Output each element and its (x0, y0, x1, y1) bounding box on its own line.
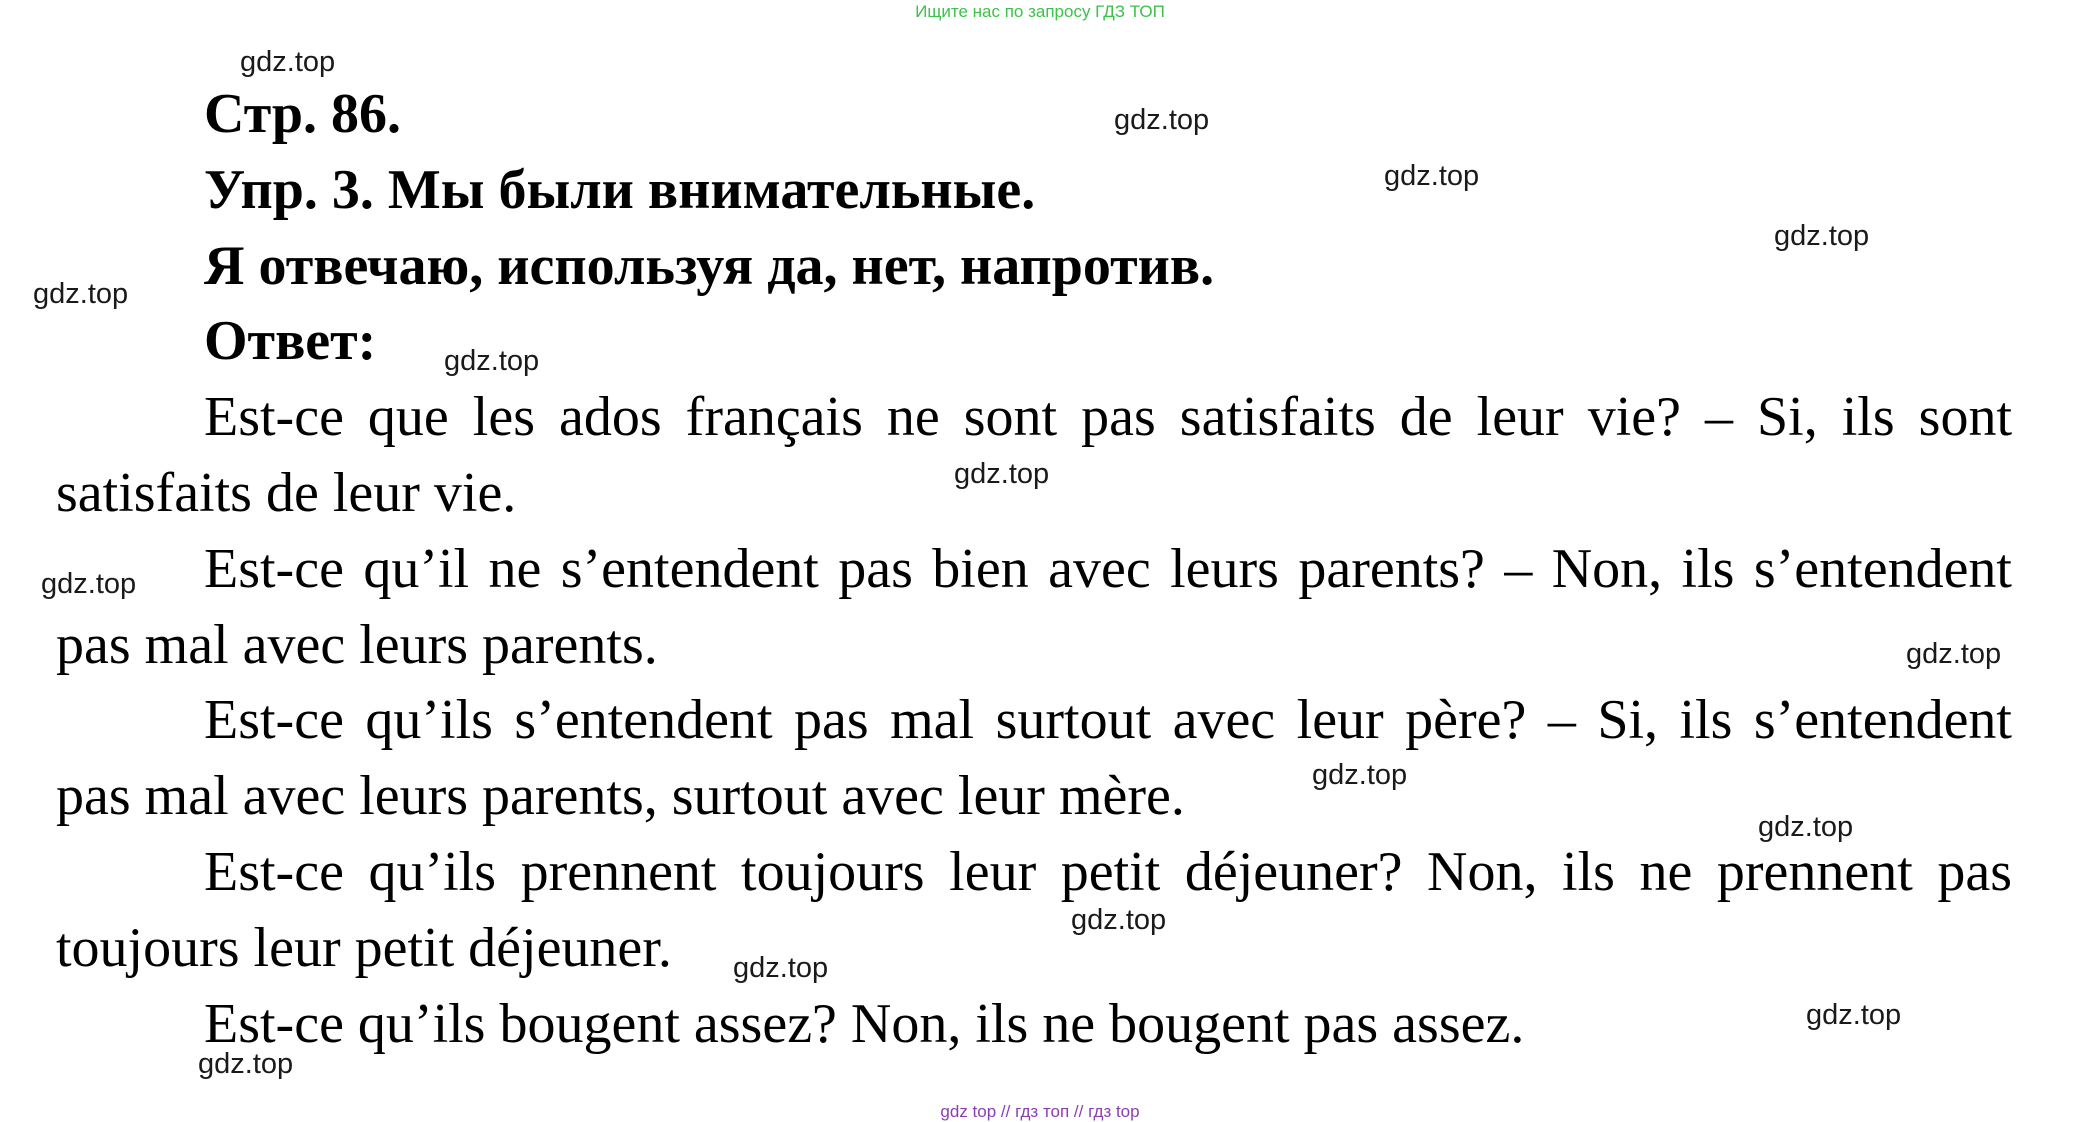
answer-2-line-2: pas mal avec leurs parents. (56, 614, 658, 676)
footer-links: gdz top // гдз топ // гдз top (940, 1102, 1140, 1121)
watermark: gdz.top (1806, 999, 1902, 1031)
answer-1-line-1: Est-ce que les ados français ne sont pas satisfaits de leur vie? – Si, ils sont (204, 386, 2012, 448)
answer-label: Ответ: (204, 310, 377, 372)
answer-3-line-1: Est-ce qu’ils s’entendent pas mal surtout avec leur père? – Si, ils s’entendent (204, 689, 2012, 751)
watermark: gdz.top (1114, 104, 1210, 136)
watermark: gdz.top (1384, 160, 1480, 192)
watermark: gdz.top (444, 345, 540, 377)
watermark: gdz.top (1774, 220, 1870, 252)
answer-4-line-1: Est-ce qu’ils prennent toujours leur petit déjeuner? Non, ils ne prennent pas (204, 841, 2012, 903)
watermark: gdz.top (1312, 759, 1408, 791)
answer-2-line-1: Est-ce qu’il ne s’entendent pas bien avec leurs parents? – Non, ils s’entendent (204, 538, 2012, 600)
top-banner: Ищите нас по запросу ГДЗ ТОП (915, 2, 1165, 21)
page-reference: Стр. 86. (204, 83, 402, 145)
watermark: gdz.top (1906, 638, 2002, 670)
exercise-instruction: Я отвечаю, используя да, нет, напротив. (204, 235, 1215, 297)
exercise-title: Упр. 3. Мы были внимательные. (204, 159, 1036, 221)
watermark: gdz.top (41, 568, 137, 600)
answer-4-line-2: toujours leur petit déjeuner. (56, 917, 672, 979)
answer-5-line-1: Est-ce qu’ils bougent assez? Non, ils ne bougent pas assez. (204, 993, 1525, 1055)
watermark: gdz.top (1071, 904, 1167, 936)
watermark: gdz.top (33, 278, 129, 310)
watermark: gdz.top (198, 1048, 294, 1080)
watermark: gdz.top (240, 46, 336, 78)
answer-1-line-2: satisfaits de leur vie. (56, 462, 517, 524)
answer-3-line-2: pas mal avec leurs parents, surtout avec leur mère. (56, 765, 1185, 827)
watermark: gdz.top (1758, 811, 1854, 843)
watermark: gdz.top (954, 458, 1050, 490)
watermark: gdz.top (733, 952, 829, 984)
